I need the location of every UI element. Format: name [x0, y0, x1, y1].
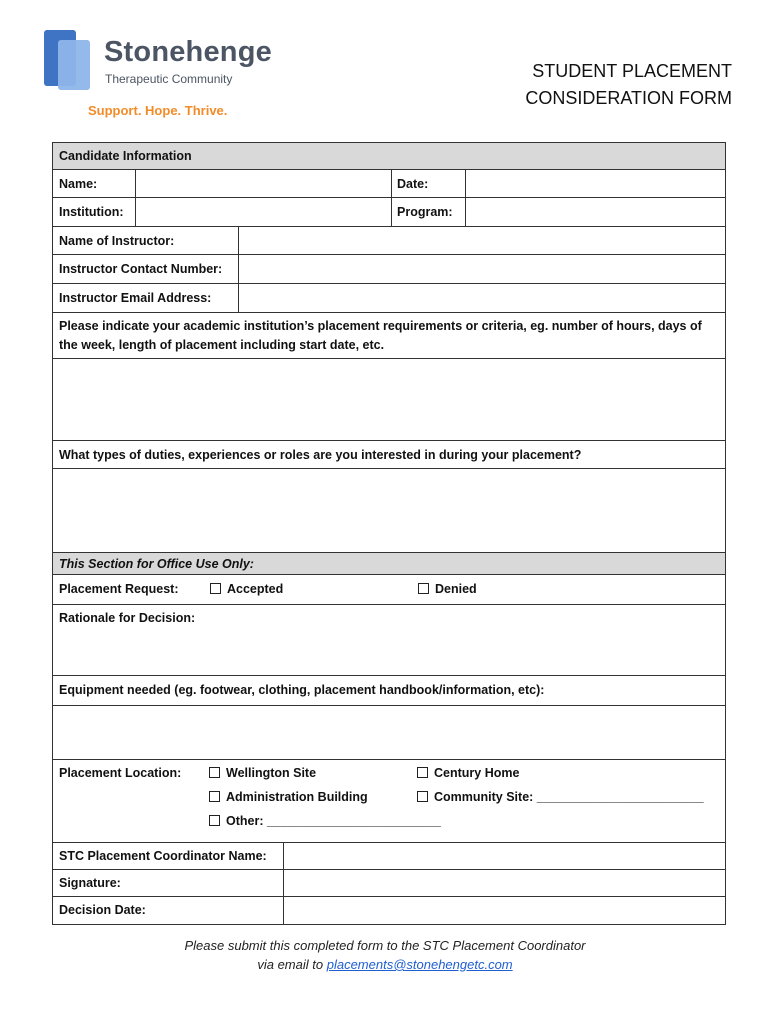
administration-label: Administration Building [226, 790, 368, 804]
denied-checkbox[interactable] [418, 583, 429, 594]
equipment-answer-field[interactable] [52, 706, 726, 760]
other-location-label: Other: _________________________ [226, 814, 441, 828]
logo-subtitle: Therapeutic Community [105, 72, 233, 86]
coordinator-row [52, 843, 726, 870]
candidate-section-header [52, 142, 726, 170]
requirements-question: Please indicate your academic institution’s placement requirements or criteria, eg. number of hours, days of the week, length of placement including start date, etc. [59, 319, 702, 352]
accepted-checkbox[interactable] [210, 583, 221, 594]
accepted-option[interactable] [210, 582, 283, 596]
coordinator-field[interactable] [284, 843, 725, 869]
form-title [525, 58, 732, 112]
instructor-name-row [52, 227, 726, 255]
candidate-section-label: Candidate Information [59, 149, 192, 163]
form-table [52, 142, 726, 925]
name-label: Name: [59, 177, 98, 191]
decision-date-label: Decision Date: [59, 903, 146, 917]
signature-row [52, 870, 726, 897]
footer-line1: Please submit this completed form to the STC Placement Coordinator [184, 938, 586, 953]
placement-request-row [52, 575, 726, 605]
placement-location-label: Placement Location: [59, 766, 182, 780]
rationale-row[interactable] [52, 605, 726, 676]
logo-name: Stonehenge [104, 36, 272, 68]
program-label: Program: [397, 205, 453, 219]
administration-option[interactable] [209, 790, 368, 804]
instructor-phone-label: Instructor Contact Number: [59, 262, 223, 276]
placement-location-row [52, 760, 726, 843]
form-title-line1: STUDENT PLACEMENT [532, 61, 732, 81]
instructor-phone-row [52, 255, 726, 284]
instructor-name-label: Name of Instructor: [59, 234, 175, 248]
coordinator-label: STC Placement Coordinator Name: [59, 849, 267, 863]
duties-question: What types of duties, experiences or roles are you interested in during your placement? [59, 448, 582, 462]
logo-mark-icon [44, 30, 100, 92]
community-site-option[interactable] [417, 790, 704, 804]
footer-note [0, 936, 770, 974]
institution-label: Institution: [59, 205, 124, 219]
administration-checkbox[interactable] [209, 791, 220, 802]
email-link[interactable]: placements@stonehengetc.com [326, 957, 513, 972]
wellington-checkbox[interactable] [209, 767, 220, 778]
instructor-email-label: Instructor Email Address: [59, 291, 212, 305]
instructor-phone-field[interactable] [239, 255, 725, 283]
footer-line2 [0, 955, 770, 974]
signature-label: Signature: [59, 876, 121, 890]
rationale-label: Rationale for Decision: [59, 611, 196, 625]
logo [44, 30, 284, 125]
office-section-label: This Section for Office Use Only: [59, 557, 254, 571]
century-home-checkbox[interactable] [417, 767, 428, 778]
other-location-checkbox[interactable] [209, 815, 220, 826]
logo-tagline: Support. Hope. Thrive. [88, 103, 228, 118]
accepted-label: Accepted [227, 582, 284, 596]
institution-field[interactable] [136, 198, 391, 226]
denied-label: Denied [435, 582, 477, 596]
name-date-row [52, 170, 726, 198]
placement-request-label: Placement Request: [59, 582, 179, 596]
decision-date-field[interactable] [284, 897, 725, 924]
denied-option[interactable] [418, 582, 477, 596]
community-site-checkbox[interactable] [417, 791, 428, 802]
wellington-option[interactable] [209, 766, 316, 780]
office-section-header [52, 553, 726, 575]
institution-program-row [52, 198, 726, 227]
century-home-option[interactable] [417, 766, 519, 780]
decision-date-row [52, 897, 726, 925]
duties-question-row [52, 441, 726, 469]
date-field[interactable] [466, 170, 725, 197]
requirements-answer-field[interactable] [52, 359, 726, 441]
form-title-line2: CONSIDERATION FORM [525, 88, 732, 108]
signature-field[interactable] [284, 870, 725, 896]
program-field[interactable] [466, 198, 725, 226]
date-label: Date: [397, 177, 429, 191]
duties-answer-field[interactable] [52, 469, 726, 553]
equipment-label: Equipment needed (eg. footwear, clothing, placement handbook/information, etc): [59, 683, 545, 697]
community-site-label: Community Site: ________________________ [434, 790, 704, 804]
wellington-label: Wellington Site [226, 766, 317, 780]
footer-line2-prefix: via email to [257, 957, 327, 972]
other-location-option[interactable] [209, 814, 441, 828]
requirements-question-row [52, 313, 726, 359]
century-home-label: Century Home [434, 766, 520, 780]
instructor-email-row [52, 284, 726, 313]
instructor-email-field[interactable] [239, 284, 725, 312]
equipment-question-row [52, 676, 726, 706]
instructor-name-field[interactable] [239, 227, 725, 254]
